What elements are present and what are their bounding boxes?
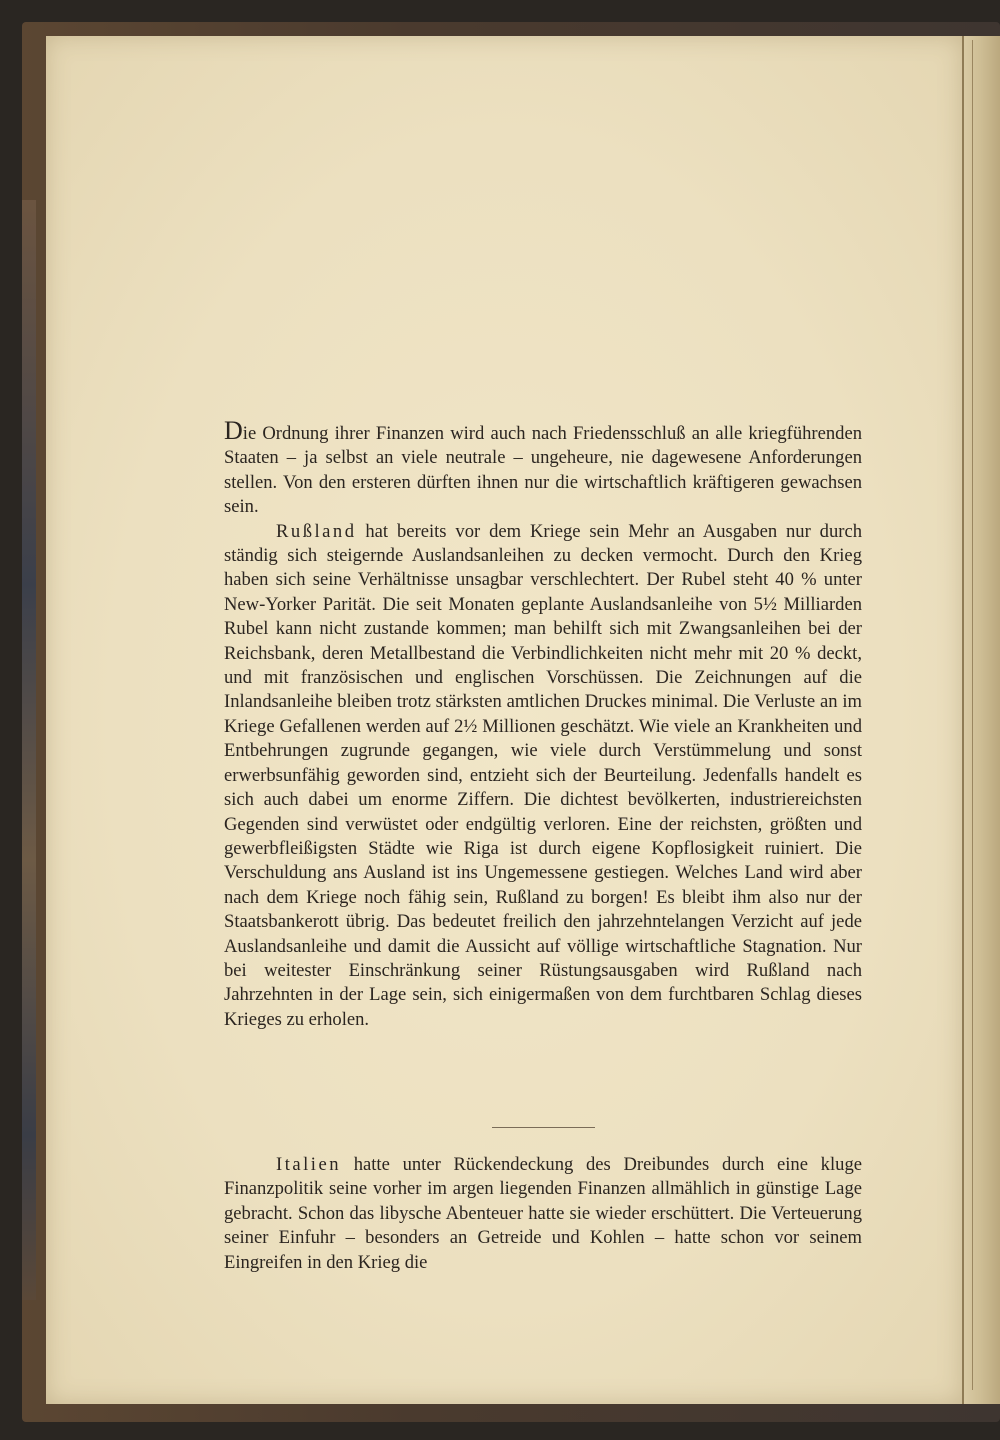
paragraph-intro-text: ie Ordnung ihrer Finanzen wird auch nach Friedensschluß an alle kriegführenden Staaten – ja selbst an viele neutrale – ungeheure, nie dagewesene Anforderungen stellen. Von den ersteren dürften ihnen nur die wirtschaftlich kräftigeren gewachsen sein. xyxy=(224,423,862,518)
paragraph-italy xyxy=(224,1153,862,1275)
paragraph-italy-text: hatte unter Rückendeckung des Dreibundes durch eine kluge Finanzpolitik seine vorher im argen liegenden Finanzen allmählich in günstige Lage gebracht. Schon das libysche Abenteuer hatte sie wieder erschüttert. Die Verteuerung seiner Einfuhr – besonders an Getreide und Kohlen – hatte schon vor seinem Eingreifen in den Krieg die xyxy=(224,1154,862,1273)
cover-binding-edge xyxy=(22,200,36,1300)
text-block-upper xyxy=(224,416,862,1032)
next-page-edge xyxy=(962,36,1000,1404)
paragraph-russia-text: hat bereits vor dem Kriege sein Mehr an Ausgaben nur durch ständig sich steigernde Auslandsanleihen zu decken vermocht. Durch den Krieg haben sich seine Verhältnisse unsagbar verschlechtert. Der Rubel steht 40 % unter New-Yorker Parität. Die seit Monaten geplante Auslandsanleihe von 5½ Milliarden Rubel kann nicht zustande kommen; man behilft sich mit Zwangsanleihen bei der Reichsbank, deren Metallbestand die Verbindlichkeiten nicht mehr mit 20 % deckt, und mit französischen und englischen Vorschüssen. Die Zeichnungen auf die Inlandsanleihe bleiben trotz stärksten amtlichen Druckes minimal. Die Verluste an im Kriege Gefallenen werden auf 2½ Millionen geschätzt. Wie viele an Krankheiten und Entbehrungen zugrunde gegangen, wie viele durch Verstümmelung und sonst erwerbsunfähig geworden sind, entzieht sich der Beurteilung. Jedenfalls handelt es sich auch dabei um enorme Ziffern. Die dichtest bevölkerten, industriereichsten Gegenden sind verwüstet oder endgültig verloren. Eine der reichsten, größten und gewerbfleißigsten Städte wie Riga ist durch eigene Kopflosigkeit ruiniert. Die Verschuldung ans Ausland ist ins Ungemessene gestiegen. Welches Land wird aber nach dem Kriege noch fähig sein, Rußland zu borgen! Es bleibt ihm also nur der Staatsbankerott übrig. Das bedeutet freilich den jahrzehntelangen Verzicht auf jede Auslandsanleihe und damit die Aussicht auf völlige wirtschaftliche Stagnation. Nur bei weitester Einschränkung seiner Rüstungsausgaben wird Rußland nach Jahrzehnten in der Lage sein, sich einigermaßen von dem furchtbaren Schlag dieses Krieges zu erholen. xyxy=(224,520,862,1030)
paragraph-intro xyxy=(224,416,862,520)
paragraph-italy-lead: Italien xyxy=(276,1154,341,1175)
section-separator xyxy=(492,1127,595,1128)
drop-letter: D xyxy=(224,416,243,445)
paragraph-russia xyxy=(224,520,862,1033)
page-edge-line xyxy=(972,40,973,1390)
text-block-lower xyxy=(224,1153,862,1275)
paragraph-russia-lead: Rußland xyxy=(276,520,357,542)
